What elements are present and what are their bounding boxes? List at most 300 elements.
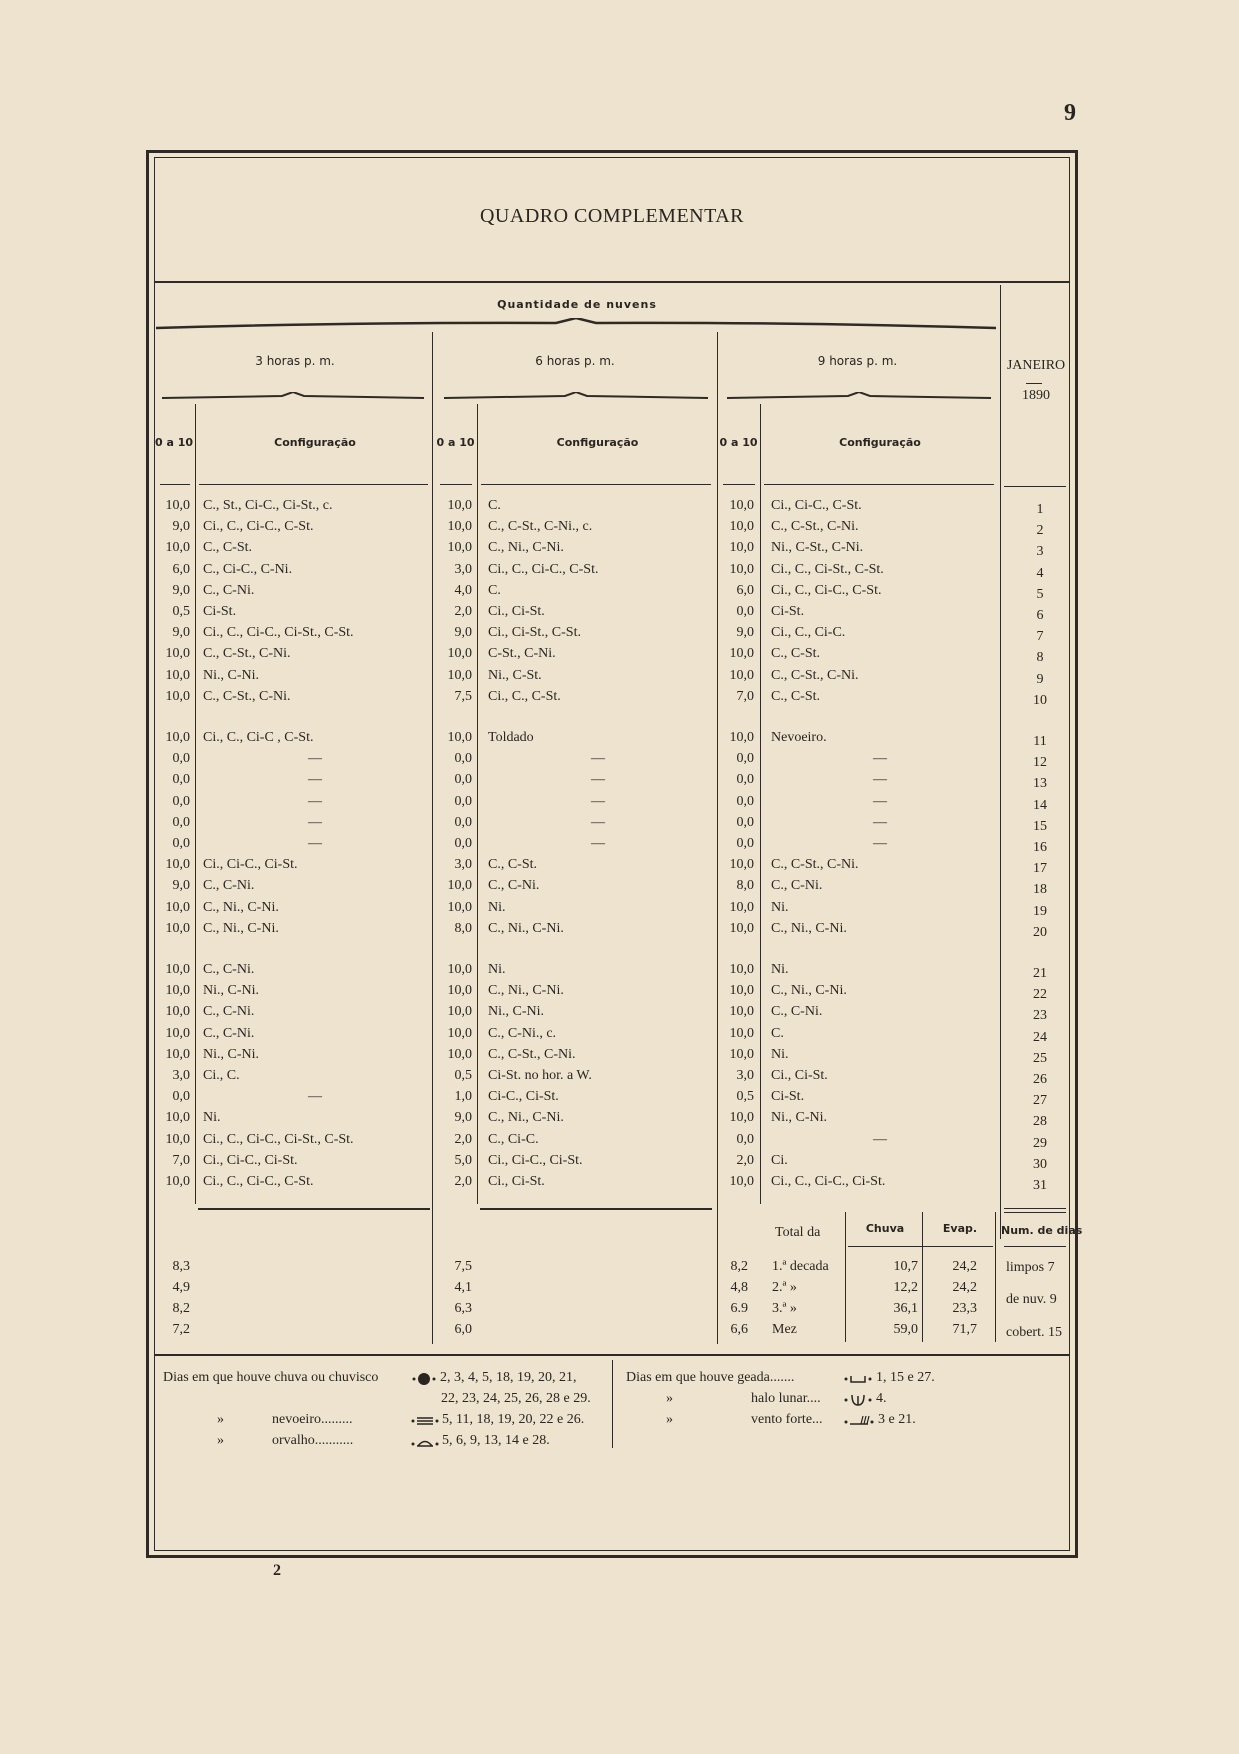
page-number: 9 (1064, 100, 1076, 126)
rain-symbol-icon (411, 1372, 437, 1386)
day-number: 30 (1033, 1156, 1047, 1172)
cloud-config-6pm: — (591, 751, 605, 767)
cloud-config-9pm: Ci., C., Ci-C., C-St. (771, 582, 882, 598)
rain-total: 10,7 (893, 1259, 918, 1274)
nuv-count: de nuv. 9 (1006, 1292, 1057, 1307)
cloud-config-3pm: — (308, 1089, 322, 1105)
cloud-amount-9pm: 10,0 (729, 962, 754, 977)
table-row (0, 921, 1239, 942)
day-number: 29 (1033, 1135, 1047, 1151)
day-number: 22 (1033, 987, 1047, 1003)
cloud-amount-9pm: 10,0 (729, 1174, 754, 1189)
cobert-count: cobert. 15 (1006, 1325, 1062, 1340)
cloud-config-6pm: Toldado (488, 730, 534, 745)
day-number: 5 (1036, 586, 1044, 602)
cloud-config-3pm: Ni. (203, 1110, 221, 1126)
total-label: Total da (775, 1225, 821, 1240)
cloud-amount-3pm: 10,0 (165, 1004, 190, 1020)
day-number: 1 (1036, 502, 1044, 517)
cloud-amount-9pm: 9,0 (736, 625, 754, 641)
cloud-amount-3pm: 9,0 (172, 519, 190, 535)
cloud-amount-3pm: 10,0 (165, 688, 190, 704)
cloud-amount-9pm: 10,0 (729, 1004, 754, 1020)
average-3pm: 7,2 (172, 1322, 190, 1337)
legend-ditto-4: » (666, 1412, 673, 1427)
table-row (0, 625, 1239, 646)
table-row (0, 1068, 1239, 1089)
average-3pm: 8,3 (172, 1259, 190, 1274)
cloud-config-6pm: C., Ni., C-Ni. (488, 540, 564, 556)
rule-above-dias (1004, 1212, 1066, 1213)
cloud-config-3pm: C., Ni., C-Ni. (203, 899, 279, 915)
cloud-config-9pm: C., Ni., C-Ni. (771, 920, 847, 936)
cloud-config-3pm: C., C-St. (203, 540, 253, 556)
cloud-amount-6pm: 10,0 (447, 983, 472, 999)
table-row (0, 498, 1239, 519)
day-number: 9 (1036, 671, 1044, 687)
cloud-amount-3pm: 0,0 (172, 814, 190, 830)
rule-under-config-1 (199, 484, 428, 485)
cloud-amount-9pm: 10,0 (729, 1046, 754, 1062)
cloud-config-3pm: Ci., C. (203, 1068, 240, 1083)
cloud-config-9pm: — (873, 814, 887, 830)
cloud-amount-9pm: 0,0 (736, 814, 754, 830)
cloud-config-9pm: — (873, 836, 887, 851)
cloud-config-6pm: Ci-St. no hor. a W. (488, 1068, 592, 1083)
quantity-brace (156, 318, 996, 330)
cloud-config-9pm: — (873, 1131, 887, 1147)
table-row (0, 794, 1239, 815)
day-number: 23 (1033, 1008, 1047, 1024)
cloud-config-9pm: C., C-St. (771, 688, 821, 704)
cloud-amount-3pm: 10,0 (165, 1046, 190, 1062)
cloud-amount-6pm: 10,0 (447, 878, 472, 894)
cloud-config-3pm: Ni., C-Ni. (203, 1046, 259, 1062)
cloud-config-6pm: C., Ni., C-Ni. (488, 983, 564, 999)
divider-chuva (845, 1212, 846, 1342)
cloud-config-9pm: C., C-St., C-Ni. (771, 667, 859, 683)
legend-orvalho-days: 5, 6, 9, 13, 14 e 28. (442, 1433, 550, 1448)
divider-dias (995, 1212, 996, 1342)
day-number: 26 (1033, 1072, 1047, 1087)
cloud-config-9pm: Ci., Ci-St. (771, 1068, 828, 1083)
cloud-amount-9pm: 0,0 (736, 772, 754, 788)
cloud-config-3pm: Ci., C., Ci-C., C-St. (203, 1174, 314, 1189)
cloud-amount-6pm: 0,0 (454, 814, 472, 830)
day-number: 31 (1033, 1178, 1047, 1193)
cloud-amount-3pm: 10,0 (165, 1131, 190, 1147)
average-3pm: 8,2 (172, 1301, 190, 1316)
cloud-amount-6pm: 3,0 (454, 857, 472, 873)
evaporation-total: 71,7 (952, 1322, 977, 1337)
chuva-label: Chuva (865, 1222, 905, 1235)
cloud-amount-6pm: 1,0 (454, 1089, 472, 1105)
cloud-config-6pm: Ni. (488, 962, 506, 977)
cloud-amount-6pm: 0,0 (454, 793, 472, 809)
cloud-config-9pm: C., Ni., C-Ni. (771, 983, 847, 999)
cloud-config-9pm: — (873, 793, 887, 809)
cloud-config-9pm: Ci., Ci-C., C-St. (771, 498, 862, 513)
cloud-config-9pm: C. (771, 1025, 784, 1041)
cloud-amount-9pm: 0,0 (736, 751, 754, 767)
average-6pm: 6,3 (454, 1301, 472, 1316)
legend-nevoeiro-days: 5, 11, 18, 19, 20, 22 e 26. (442, 1412, 585, 1427)
cloud-amount-6pm: 10,0 (447, 646, 472, 662)
cloud-amount-6pm: 7,5 (454, 688, 472, 704)
table-row (0, 646, 1239, 667)
decade-label: 2.ª » (772, 1280, 797, 1295)
legend-nevoeiro-label: nevoeiro......... (272, 1412, 353, 1427)
legend-chuva-days-2: 22, 23, 24, 25, 26, 28 e 29. (441, 1391, 591, 1406)
table-row (0, 562, 1239, 583)
dias-label: Num. de dias (1001, 1224, 1083, 1237)
cloud-amount-3pm: 0,5 (172, 604, 190, 619)
table-row (0, 1047, 1239, 1068)
cloud-amount-6pm: 0,0 (454, 751, 472, 767)
day-number: 8 (1036, 650, 1044, 666)
cloud-config-3pm: Ni., C-Ni. (203, 983, 259, 999)
cloud-config-3pm: C., C-St., C-Ni. (203, 688, 291, 704)
table-row (0, 1089, 1239, 1110)
day-number: 24 (1033, 1029, 1047, 1045)
evaporation-total: 24,2 (952, 1259, 977, 1274)
cloud-config-9pm: Ni. (771, 1046, 789, 1062)
cloud-config-9pm: — (873, 772, 887, 788)
table-row (0, 878, 1239, 899)
config-header-3: Configuração (839, 436, 921, 449)
cloud-amount-3pm: 0,0 (172, 793, 190, 809)
cloud-config-9pm: Ci-St. (771, 1089, 805, 1105)
cloud-config-6pm: C., C-St. (488, 857, 538, 873)
cloud-amount-6pm: 10,0 (447, 730, 472, 745)
rule-under-amount-3 (723, 484, 755, 485)
cloud-config-9pm: C., C-St., C-Ni. (771, 519, 859, 535)
config-header-2: Configuração (556, 436, 639, 449)
day-number: 14 (1033, 797, 1047, 813)
table-row (0, 772, 1239, 793)
period-header-9pm: 9 horas p. m. (817, 354, 898, 368)
rule-above-legend (154, 1354, 1070, 1356)
amount-header-3: 0 a 10 (719, 436, 758, 449)
legend-geada-label: Dias em que houve geada....... (626, 1370, 795, 1385)
cloud-amount-9pm: 10,0 (729, 646, 754, 662)
cloud-amount-3pm: 0,0 (172, 772, 190, 788)
cloud-amount-3pm: 10,0 (165, 962, 190, 977)
table-row (0, 1153, 1239, 1174)
cloud-config-6pm: C., C-St., C-Ni., c. (488, 519, 593, 535)
cloud-config-6pm: Ni., C-St. (488, 667, 542, 683)
legend-chuva-label: Dias em que houve chuva ou chuvisco (163, 1370, 379, 1385)
cloud-config-6pm: C., C-Ni. (488, 878, 540, 894)
table-row (0, 962, 1239, 983)
day-number: 12 (1033, 755, 1047, 771)
cloud-amount-3pm: 10,0 (165, 498, 190, 513)
cloud-config-3pm: C., St., Ci-C., Ci-St., c. (203, 498, 333, 513)
cloud-amount-3pm: 3,0 (172, 1068, 190, 1083)
average-6pm: 4,1 (454, 1280, 472, 1295)
cloud-amount-3pm: 10,0 (165, 899, 190, 915)
legend-geada-days: 1, 15 e 27. (876, 1370, 935, 1385)
cloud-config-9pm: Ci., C., Ci-St., C-St. (771, 561, 884, 577)
rule-under-title (154, 281, 1070, 283)
cloud-amount-9pm: 0,5 (736, 1089, 754, 1105)
decade-label: 3.ª » (772, 1301, 797, 1316)
page-title: QUADRO COMPLEMENTAR (479, 205, 745, 227)
cloud-config-6pm: Ci., Ci-C., Ci-St. (488, 1152, 583, 1168)
period-header-6pm: 6 horas p. m. (535, 354, 615, 368)
cloud-config-9pm: Ci., C., Ci-C. (771, 625, 846, 641)
period-brace-1 (162, 392, 424, 402)
cloud-amount-6pm: 10,0 (447, 498, 472, 513)
cloud-amount-3pm: 9,0 (172, 625, 190, 641)
cloud-config-9pm: C., C-Ni. (771, 1004, 823, 1020)
cloud-amount-6pm: 5,0 (454, 1152, 472, 1168)
cloud-config-3pm: C., Ni., C-Ni. (203, 920, 279, 936)
day-number: 21 (1033, 966, 1047, 981)
average-6pm: 6,0 (454, 1322, 472, 1337)
cloud-config-6pm: C., C-Ni., c. (488, 1025, 557, 1041)
cloud-amount-6pm: 0,5 (454, 1068, 472, 1083)
cloud-amount-3pm: 9,0 (172, 582, 190, 598)
cloud-amount-9pm: 10,0 (729, 857, 754, 873)
table-row (0, 1026, 1239, 1047)
table-row (0, 983, 1239, 1004)
cloud-config-3pm: — (308, 836, 322, 851)
table-row (0, 730, 1239, 751)
cloud-amount-9pm: 7,0 (736, 688, 754, 704)
cloud-config-6pm: — (591, 814, 605, 830)
cloud-amount-6pm: 9,0 (454, 1110, 472, 1126)
legend-chuva-days-1: 2, 3, 4, 5, 18, 19, 20, 21, (440, 1370, 577, 1385)
day-number: 2 (1036, 523, 1044, 539)
table-row (0, 857, 1239, 878)
cloud-amount-6pm: 0,0 (454, 836, 472, 851)
decade-label: 1.ª decada (772, 1259, 829, 1274)
average-9pm: 8,2 (730, 1259, 748, 1274)
cloud-amount-3pm: 10,0 (165, 730, 190, 745)
month-dash (1026, 383, 1042, 384)
cloud-config-3pm: — (308, 793, 322, 809)
frost-symbol-icon (844, 1372, 872, 1386)
cloud-config-6pm: C-St., C-Ni. (488, 646, 556, 662)
cloud-config-9pm: Ni., C-Ni. (771, 1110, 827, 1126)
cloud-amount-9pm: 10,0 (729, 540, 754, 556)
rain-total: 12,2 (893, 1280, 918, 1295)
divider-evap (922, 1212, 923, 1342)
cloud-amount-3pm: 6,0 (172, 561, 190, 577)
cloud-config-3pm: Ci., Ci-C., Ci-St. (203, 857, 298, 873)
cloud-config-9pm: Ci., C., Ci-C., Ci-St. (771, 1174, 886, 1189)
rule-bottom-config-2 (480, 1208, 712, 1210)
cloud-amount-6pm: 3,0 (454, 561, 472, 577)
table-row (0, 1004, 1239, 1025)
cloud-amount-6pm: 4,0 (454, 582, 472, 598)
cloud-amount-3pm: 10,0 (165, 920, 190, 936)
cloud-amount-3pm: 10,0 (165, 1110, 190, 1126)
cloud-config-9pm: Ci. (771, 1152, 788, 1168)
cloud-config-3pm: C., C-St., C-Ni. (203, 646, 291, 662)
cloud-amount-3pm: 0,0 (172, 751, 190, 767)
cloud-config-3pm: Ci., C., Ci-C., Ci-St., C-St. (203, 1131, 354, 1147)
cloud-amount-3pm: 7,0 (172, 1152, 190, 1168)
cloud-config-3pm: Ci., C., Ci-C., Ci-St., C-St. (203, 625, 354, 641)
day-number: 15 (1033, 818, 1047, 834)
evap-label: Evap. (942, 1222, 978, 1235)
cloud-config-6pm: — (591, 772, 605, 788)
period-brace-2 (444, 392, 708, 402)
cloud-config-3pm: C., C-Ni. (203, 878, 255, 894)
day-number: 27 (1033, 1093, 1047, 1109)
average-9pm: 6.9 (730, 1301, 748, 1316)
cloud-config-9pm: Ci-St. (771, 604, 805, 619)
cloud-amount-9pm: 0,0 (736, 836, 754, 851)
cloud-config-9pm: C., C-Ni. (771, 878, 823, 894)
legend-orvalho-label: orvalho........... (272, 1433, 354, 1448)
cloud-config-6pm: Ci., C., Ci-C., C-St. (488, 561, 599, 577)
cloud-amount-3pm: 10,0 (165, 857, 190, 873)
legend-vento-label: vento forte... (751, 1412, 823, 1427)
cloud-config-3pm: Ci-St. (203, 604, 237, 619)
rule-under-config-3 (764, 484, 994, 485)
cloud-config-6pm: C. (488, 498, 501, 513)
cloud-amount-9pm: 10,0 (729, 899, 754, 915)
day-number: 28 (1033, 1114, 1047, 1130)
cloud-amount-6pm: 10,0 (447, 899, 472, 915)
table-row (0, 583, 1239, 604)
config-header-1: Configuração (274, 436, 356, 449)
average-6pm: 7,5 (454, 1259, 472, 1274)
cloud-amount-6pm: 10,0 (447, 962, 472, 977)
cloud-config-3pm: Ci., C., Ci-C., C-St. (203, 519, 314, 535)
table-row (0, 900, 1239, 921)
cloud-amount-3pm: 0,0 (172, 836, 190, 851)
legend-ditto-1: » (217, 1412, 224, 1427)
cloud-amount-9pm: 10,0 (729, 1110, 754, 1126)
table-row (0, 604, 1239, 625)
cloud-config-6pm: C., Ni., C-Ni. (488, 1110, 564, 1126)
legend-ditto-2: » (217, 1433, 224, 1448)
cloud-config-3pm: C., C-Ni. (203, 582, 255, 598)
cloud-amount-3pm: 10,0 (165, 1174, 190, 1189)
amount-header-2: 0 a 10 (436, 436, 475, 449)
cloud-amount-3pm: 0,0 (172, 1089, 190, 1105)
cloud-amount-9pm: 6,0 (736, 582, 754, 598)
year-header: 1890 (1022, 388, 1050, 403)
table-row (0, 751, 1239, 772)
amount-header-1: 0 a 10 (154, 436, 194, 449)
table-row (0, 540, 1239, 561)
cloud-amount-3pm: 10,0 (165, 667, 190, 683)
table-row (0, 1110, 1239, 1131)
cloud-config-3pm: C., C-Ni. (203, 1025, 255, 1041)
rule-under-month (1004, 486, 1066, 487)
table-row (0, 519, 1239, 540)
cloud-amount-9pm: 0,0 (736, 793, 754, 809)
cloud-amount-6pm: 0,0 (454, 772, 472, 788)
dew-symbol-icon (411, 1435, 439, 1449)
day-number: 10 (1033, 692, 1047, 708)
cloud-amount-6pm: 10,0 (447, 1046, 472, 1062)
table-row (0, 836, 1239, 857)
cloud-config-3pm: Ni., C-Ni. (203, 667, 259, 683)
cloud-config-6pm: Ni., C-Ni. (488, 1004, 544, 1020)
cloud-config-3pm: — (308, 772, 322, 788)
cloud-amount-9pm: 2,0 (736, 1152, 754, 1168)
cloud-config-9pm: Nevoeiro. (771, 730, 827, 745)
table-row (0, 689, 1239, 710)
cloud-config-3pm: — (308, 814, 322, 830)
evaporation-total: 24,2 (952, 1280, 977, 1295)
cloud-config-6pm: Ci., Ci-St., C-St. (488, 625, 581, 641)
cloud-amount-9pm: 10,0 (729, 667, 754, 683)
month-header: JANEIRO (1006, 358, 1066, 373)
cloud-amount-9pm: 10,0 (729, 920, 754, 936)
legend-halo-days: 4. (876, 1391, 887, 1406)
cloud-config-3pm: C., C-Ni. (203, 962, 255, 977)
period-brace-3 (727, 392, 991, 402)
rain-total: 36,1 (893, 1301, 918, 1316)
average-9pm: 4,8 (730, 1280, 748, 1295)
evaporation-total: 23,3 (952, 1301, 977, 1316)
cloud-amount-9pm: 3,0 (736, 1068, 754, 1083)
rule-under-amount-2 (440, 484, 472, 485)
cloud-config-6pm: Ci., Ci-St. (488, 1174, 545, 1189)
cloud-amount-3pm: 10,0 (165, 646, 190, 662)
table-row (0, 815, 1239, 836)
legend-ditto-3: » (666, 1391, 673, 1406)
cloud-amount-9pm: 10,0 (729, 730, 754, 745)
average-9pm: 6,6 (730, 1322, 748, 1337)
rule-bottom-month (1004, 1208, 1066, 1209)
rule-under-config-2 (481, 484, 711, 485)
period-header-3pm: 3 horas p. m. (255, 354, 335, 368)
rule-under-dias (1004, 1246, 1066, 1247)
day-number: 11 (1033, 734, 1047, 749)
limpos-count: limpos 7 (1006, 1260, 1055, 1275)
average-3pm: 4,9 (172, 1280, 190, 1295)
day-number: 4 (1036, 565, 1044, 581)
divider-legend (612, 1360, 613, 1448)
cloud-config-3pm: C., C-Ni. (203, 1004, 255, 1020)
cloud-amount-9pm: 10,0 (729, 1025, 754, 1041)
cloud-amount-6pm: 2,0 (454, 604, 472, 619)
cloud-amount-6pm: 9,0 (454, 625, 472, 641)
cloud-amount-9pm: 10,0 (729, 983, 754, 999)
day-number: 18 (1033, 882, 1047, 898)
rule-bottom-config-1 (198, 1208, 430, 1210)
cloud-config-3pm: C., Ci-C., C-Ni. (203, 561, 293, 577)
cloud-config-9pm: Ni. (771, 962, 789, 977)
cloud-config-9pm: C., C-St., C-Ni. (771, 857, 859, 873)
cloud-config-3pm: — (308, 751, 322, 767)
cloud-config-9pm: — (873, 751, 887, 767)
cloud-config-6pm: Ni. (488, 899, 506, 915)
day-number: 13 (1033, 776, 1047, 792)
cloud-config-3pm: Ci., Ci-C., Ci-St. (203, 1152, 298, 1168)
cloud-config-9pm: Ni., C-St., C-Ni. (771, 540, 864, 556)
cloud-config-6pm: — (591, 836, 605, 851)
rain-total: 59,0 (893, 1322, 918, 1337)
day-number: 17 (1033, 861, 1047, 877)
footer-number: 2 (273, 1562, 281, 1579)
cloud-config-6pm: Ci., Ci-St. (488, 604, 545, 619)
legend-halo-label: halo lunar.... (751, 1391, 821, 1406)
cloud-config-6pm: Ci-C., Ci-St. (488, 1089, 559, 1105)
cloud-amount-3pm: 9,0 (172, 878, 190, 894)
cloud-config-6pm: C. (488, 582, 501, 598)
cloud-amount-6pm: 10,0 (447, 667, 472, 683)
cloud-amount-9pm: 10,0 (729, 519, 754, 535)
